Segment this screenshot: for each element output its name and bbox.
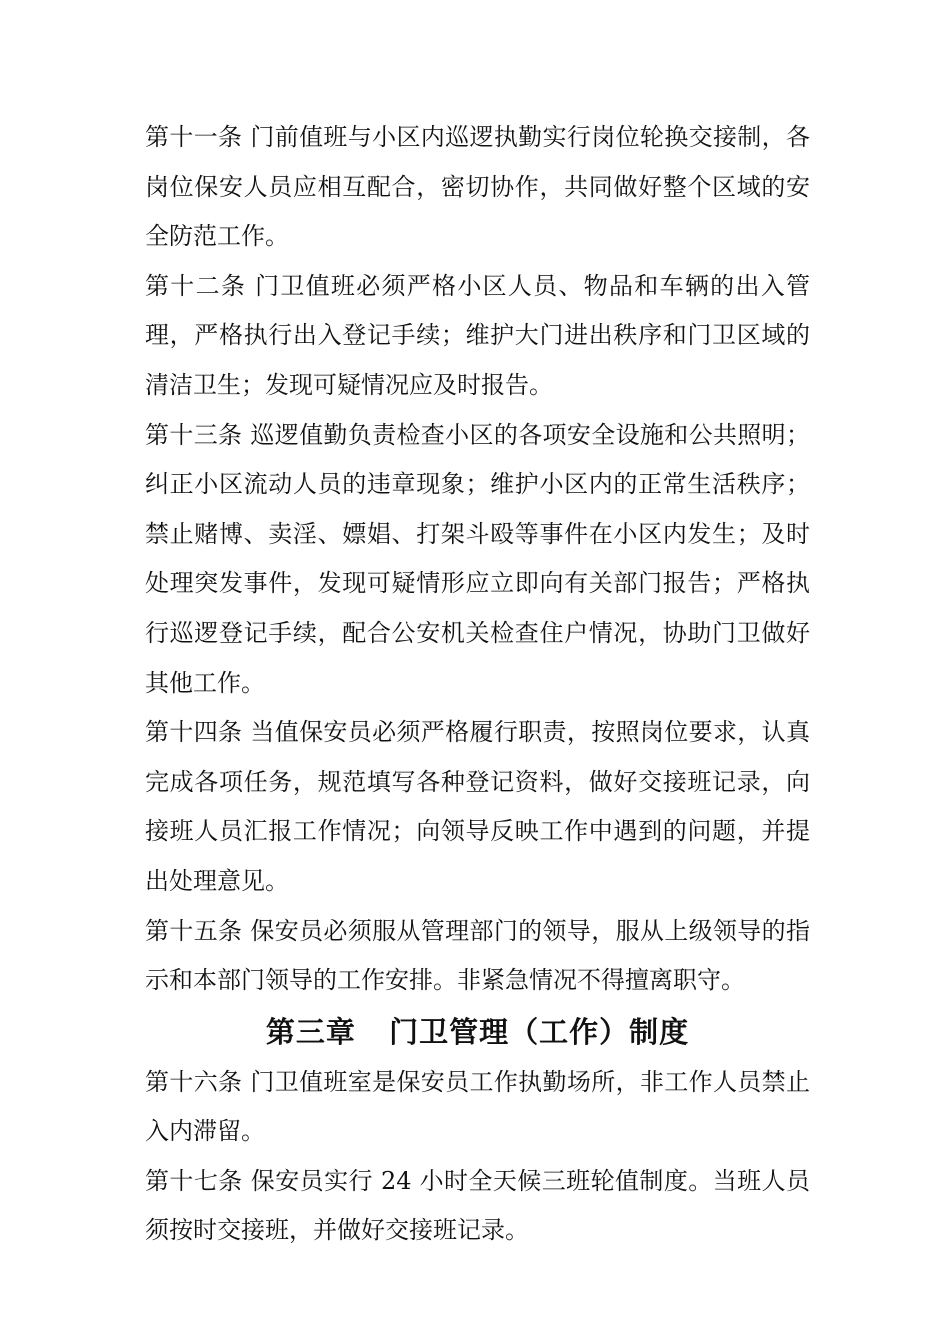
article-text: 保安员实行 24 小时全天候三班轮值制度。当班人员须按时交接班，并做好交接班记录。 xyxy=(145,1166,810,1245)
article-text: 当值保安员必须严格履行职责，按照岗位要求，认真完成各项任务，规范填写各种登记资料，做好交接班记录，向接班人员汇报工作情况；向领导反映工作中遇到的问题，并提出处理意见。 xyxy=(145,718,810,895)
document-body xyxy=(145,113,810,1256)
chapter-number: 第三章 xyxy=(265,1014,356,1049)
article-text: 门卫值班必须严格小区人员、物品和车辆的出入管理，严格执行出入登记手续；维护大门进出秩序和门卫区域的清洁卫生；发现可疑情况应及时报告。 xyxy=(145,271,811,399)
article-number: 第十七条 xyxy=(145,1166,243,1195)
article-16 xyxy=(145,1058,810,1157)
article-12 xyxy=(145,262,810,411)
article-number: 第十三条 xyxy=(145,420,243,449)
article-number: 第十五条 xyxy=(145,916,243,945)
article-text: 门前值班与小区内巡逻执勤实行岗位轮换交接制，各岗位保安人员应相互配合，密切协作，共同做好整个区域的安全防范工作。 xyxy=(145,123,810,251)
article-text: 巡逻值勤负责检查小区的各项安全设施和公共照明；纠正小区流动人员的违章现象；维护小区内的正常生活秩序；禁止赌博、卖淫、嫖娼、打架斗殴等事件在小区内发生；及时处理突发事件，发现可疑情形应立即向有关部门报告；严格执行巡逻登记手续，配合公安机关检查住户情况，协助门卫做好其他工作。 xyxy=(145,420,810,697)
article-14 xyxy=(145,708,810,906)
chapter-title: 门卫管理（工作）制度 xyxy=(389,1014,690,1049)
article-text: 门卫值班室是保安员工作执勤场所，非工作人员禁止入内滞留。 xyxy=(145,1067,810,1146)
article-13 xyxy=(145,411,810,709)
article-15 xyxy=(145,907,810,1006)
article-text: 保安员必须服从管理部门的领导，服从上级领导的指示和本部门领导的工作安排。非紧急情况不得擅离职守。 xyxy=(145,916,810,995)
article-number: 第十六条 xyxy=(145,1067,243,1096)
article-17 xyxy=(145,1157,810,1256)
article-number: 第十一条 xyxy=(145,123,243,151)
chapter-heading xyxy=(145,1006,810,1058)
article-11 xyxy=(145,113,810,262)
article-number: 第十四条 xyxy=(145,718,243,747)
article-number: 第十二条 xyxy=(145,271,247,300)
